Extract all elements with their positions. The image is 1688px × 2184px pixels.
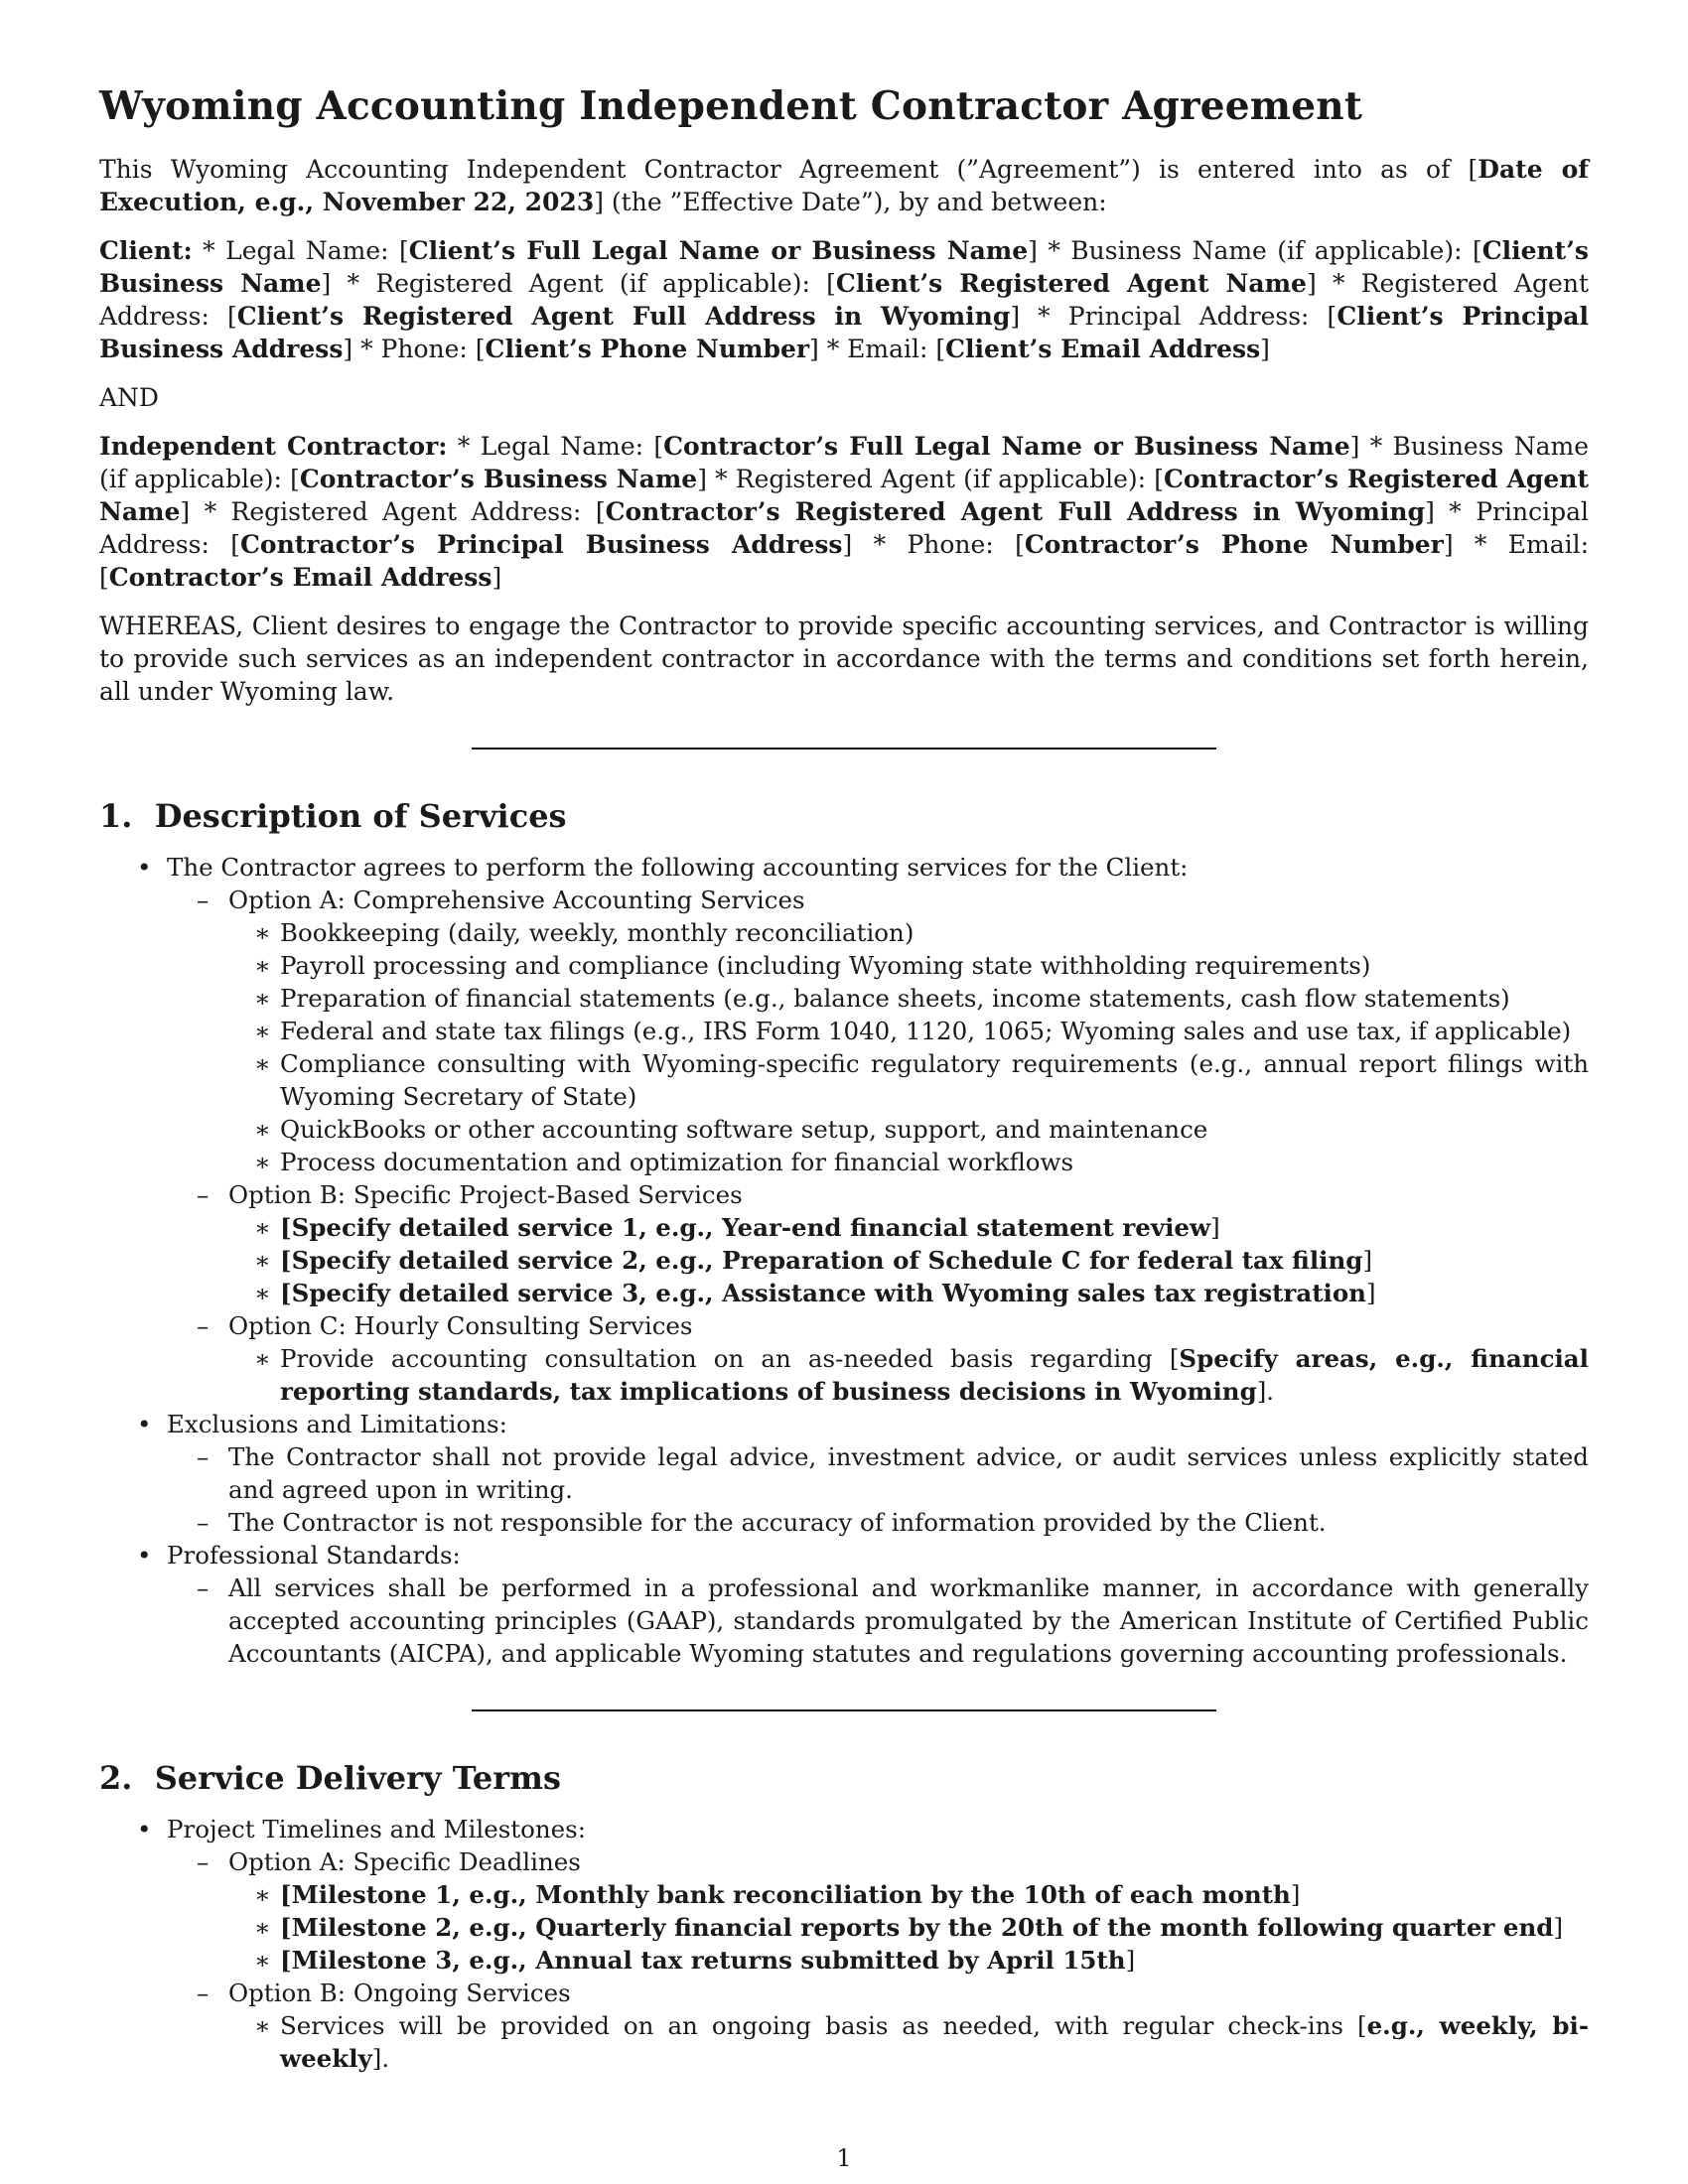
section-divider: [472, 748, 1216, 750]
list-item: ∗ Bookkeeping (daily, weekly, monthly reconciliation): [228, 916, 1589, 949]
list-item: ∗ [Specify detailed service 1, e.g., Year-end financial statement review]: [228, 1211, 1589, 1244]
section-2-heading: 2. Service Delivery Terms: [99, 1759, 561, 1797]
list-item: ∗ [Specify detailed service 3, e.g., Assistance with Wyoming sales tax registration]: [228, 1277, 1589, 1309]
list-item: – Option A: Specific Deadlines ∗ [Milestone 1, e.g., Monthly bank reconciliation by the 10th of each month] ∗ [Milestone 2, e.g., Quarterly financial reports by the 20th of the month following quarter end] ∗ [Milestone 3, e.g., Annual tax returns submitted by April 15th]: [167, 1845, 1589, 1977]
section-1-list: [99, 851, 1589, 1670]
list-item: ∗ [Milestone 1, e.g., Monthly bank reconciliation by the 10th of each month]: [228, 1878, 1589, 1911]
list-item: – Option B: Ongoing Services ∗ Services will be provided on an ongoing basis as needed, with regular check-ins [e.g., weekly, bi-weekly].: [167, 1977, 1589, 2075]
list-item: • The Contractor agrees to perform the following accounting services for the Client: – Option A: Comprehensive Accounting Services ∗ Bookkeeping (daily, weekly, monthly reconciliation) ∗ Payroll processing and compliance (including Wyoming state withholding requirements) ∗ Preparation of financial statements (e.g., balance sheets, income statements, cash flow statements) ∗ Federal and state tax filings (e.g., IRS Form 1040, 1120, 1065; Wyoming sales and use tax, if applicable) ∗ Compliance consulting with Wyoming-specific regulatory requirements (e.g., annual report filings with Wyoming Secretary of State) ∗ QuickBooks or other accounting software setup, support, and maintenance ∗ Process documentation and optimization for financial workflows – Option B: Specific Project-Based Services ∗ [Specify detailed service 1, e.g., Year-end financial statement review] ∗ [Specify detailed service 2, e.g., Preparation of Schedule C for federal tax filing] ∗ [Specify detailed service 3, e.g., Assistance with Wyoming sales tax registration] – Option C: Hourly Consulting Services ∗ Provide accounting consultation on an as-needed basis regarding [Specify areas, e.g., financial reporting standards, tax implications of business decisions in Wyoming].: [99, 851, 1589, 1408]
list-item: ∗ Provide accounting consultation on an as-needed basis regarding [Specify areas, e.g., financial reporting standards, tax implications of business decisions in Wyoming].: [228, 1342, 1589, 1408]
client-block: Client: * Legal Name: [Client’s Full Legal Name or Business Name] * Business Name (if applicable): [Client’s Business Name] * Registered Agent (if applicable): [Client’s Registered Agent Name] * Registered Agent Address: [Client’s Registered Agent Full Address in Wyoming] * Principal Address: [Client’s Principal Business Address] * Phone: [Client’s Phone Number] * Email: [Client’s Email Address]: [99, 236, 1590, 363]
list-item: – The Contractor is not responsible for the accuracy of information provided by the Client.: [167, 1506, 1589, 1539]
list-item: ∗ Services will be provided on an ongoing basis as needed, with regular check-ins [e.g., weekly, bi-weekly].: [228, 2009, 1589, 2075]
list-item: ∗ Compliance consulting with Wyoming-specific regulatory requirements (e.g., annual report filings with Wyoming Secretary of State): [228, 1047, 1589, 1113]
list-item: ∗ Federal and state tax filings (e.g., IRS Form 1040, 1120, 1065; Wyoming sales and use tax, if applicable): [228, 1015, 1589, 1047]
list-item: • Exclusions and Limitations: – The Contractor shall not provide legal advice, investment advice, or audit services unless explicitly stated and agreed upon in writing. – The Contractor is not responsible for the accuracy of information provided by the Client.: [99, 1408, 1589, 1539]
list-item: ∗ [Specify detailed service 2, e.g., Preparation of Schedule C for federal tax filing]: [228, 1244, 1589, 1277]
section-1-heading: 1. Description of Services: [99, 797, 567, 835]
whereas-paragraph: WHEREAS, Client desires to engage the Contractor to provide specific accounting services, and Contractor is willing to provide such services as an independent contractor in accordance with the terms and conditions set forth herein, all under Wyoming law.: [99, 612, 1589, 706]
list-item: – The Contractor shall not provide legal advice, investment advice, or audit services unless explicitly stated and agreed upon in writing.: [167, 1440, 1589, 1506]
client-label: Client:: [99, 236, 193, 265]
section-divider: [472, 1709, 1216, 1711]
list-item: – Option A: Comprehensive Accounting Services ∗ Bookkeeping (daily, weekly, monthly reconciliation) ∗ Payroll processing and compliance (including Wyoming state withholding requirements) ∗ Preparation of financial statements (e.g., balance sheets, income statements, cash flow statements) ∗ Federal and state tax filings (e.g., IRS Form 1040, 1120, 1065; Wyoming sales and use tax, if applicable) ∗ Compliance consulting with Wyoming-specific regulatory requirements (e.g., annual report filings with Wyoming Secretary of State) ∗ QuickBooks or other accounting software setup, support, and maintenance ∗ Process documentation and optimization for financial workflows: [167, 884, 1589, 1178]
list-item: • Professional Standards: – All services shall be performed in a professional and workmanlike manner, in accordance with generally accepted accounting principles (GAAP), standards promulgated by the American Institute of Certified Public Accountants (AICPA), and applicable Wyoming statutes and regulations governing accounting professionals.: [99, 1539, 1589, 1670]
list-item: ∗ QuickBooks or other accounting software setup, support, and maintenance: [228, 1113, 1589, 1146]
intro-paragraph: This Wyoming Accounting Independent Contractor Agreement (”Agreement”) is entered into as of [Date of Execution, e.g., November 22, 2023] (the ”Effective Date”), by and between:: [99, 155, 1589, 216]
page-number: 1: [836, 2144, 852, 2172]
list-item: ∗ Preparation of financial statements (e.g., balance sheets, income statements, cash flow statements): [228, 982, 1589, 1015]
contractor-block: Independent Contractor: * Legal Name: [Contractor’s Full Legal Name or Business Name] * Business Name (if applicable): [Contractor’s Business Name] * Registered Agent (if applicable): [Contractor’s Registered Agent Name] * Registered Agent Address: [Contractor’s Registered Agent Full Address in Wyoming] * Principal Address: [Contractor’s Principal Business Address] * Phone: [Contractor’s Phone Number] * Email: [Contractor’s Email Address]: [99, 432, 1590, 592]
list-item: ∗ [Milestone 3, e.g., Annual tax returns submitted by April 15th]: [228, 1944, 1589, 1977]
date-placeholder: Date of Execution, e.g., November 22, 2023: [99, 155, 1589, 216]
list-item: – Option B: Specific Project-Based Services ∗ [Specify detailed service 1, e.g., Year-end financial statement review] ∗ [Specify detailed service 2, e.g., Preparation of Schedule C for federal tax filing] ∗ [Specify detailed service 3, e.g., Assistance with Wyoming sales tax registration]: [167, 1178, 1589, 1309]
contractor-label: Independent Contractor:: [99, 432, 448, 461]
section-2-list: [99, 1813, 1589, 2075]
list-item: • Project Timelines and Milestones: – Option A: Specific Deadlines ∗ [Milestone 1, e.g., Monthly bank reconciliation by the 10th of each month] ∗ [Milestone 2, e.g., Quarterly financial reports by the 20th of the month following quarter end] ∗ [Milestone 3, e.g., Annual tax returns submitted by April 15th] – Option B: Ongoing Services ∗ Services will be provided on an ongoing basis as needed, with regular check-ins [e.g., weekly, bi-weekly].: [99, 1813, 1589, 2075]
list-item: ∗ [Milestone 2, e.g., Quarterly financial reports by the 20th of the month following quarter end]: [228, 1911, 1589, 1944]
list-item: – All services shall be performed in a professional and workmanlike manner, in accordance with generally accepted accounting principles (GAAP), standards promulgated by the American Institute of Certified Public Accountants (AICPA), and applicable Wyoming statutes and regulations governing accounting professionals.: [167, 1571, 1589, 1670]
list-item: ∗ Process documentation and optimization for financial workflows: [228, 1146, 1589, 1178]
document-page: [99, 83, 1589, 2075]
and-separator: AND: [99, 383, 159, 412]
list-item: – Option C: Hourly Consulting Services ∗ Provide accounting consultation on an as-needed basis regarding [Specify areas, e.g., financial reporting standards, tax implications of business decisions in Wyoming].: [167, 1309, 1589, 1408]
document-title: Wyoming Accounting Independent Contractor Agreement: [99, 83, 1363, 129]
list-item: ∗ Payroll processing and compliance (including Wyoming state withholding requirements): [228, 949, 1589, 982]
